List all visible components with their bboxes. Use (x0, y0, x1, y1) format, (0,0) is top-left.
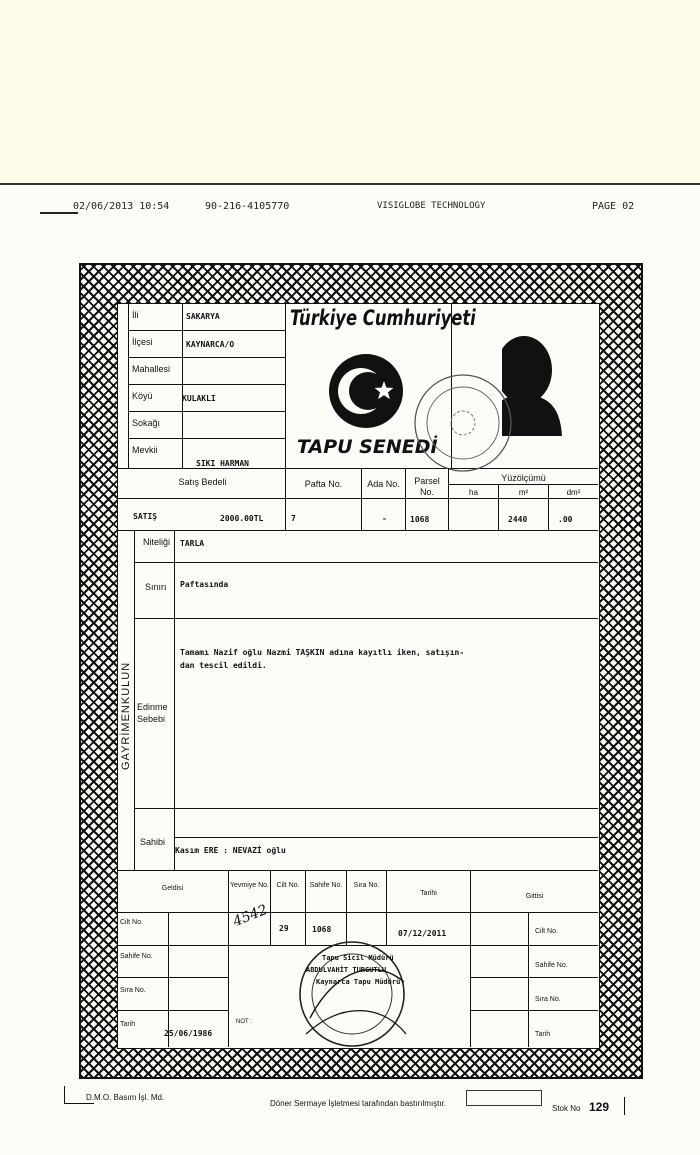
rule (117, 912, 598, 913)
yevmiye-header: Yevmiye No. (229, 882, 270, 889)
doc-title: TAPU SENEDİ (297, 436, 438, 458)
yevmiye-handwritten: 4542 (230, 901, 270, 931)
koyu-label: Köyü (132, 391, 153, 401)
fax-phone: 90-216-4105770 (205, 201, 290, 212)
right-sira-label: Sıra No. (535, 996, 561, 1003)
rule (64, 1086, 65, 1103)
fax-rule (40, 212, 78, 214)
edinme-label: Edinme (137, 702, 168, 712)
sahife-header: Sahife No. (309, 882, 343, 889)
crescent-star-emblem (328, 353, 404, 429)
dm2-value: .00 (558, 515, 573, 524)
cilt-header: Cilt No. (276, 882, 300, 889)
ili-label: İli (132, 310, 139, 320)
siniri-value: Paftasında (180, 580, 229, 589)
fax-sender: VISIGLOBE TECHNOLOGY (377, 201, 486, 211)
ilcesi-value: KAYNARCA/O (186, 340, 235, 349)
sahibi-label: Sahibi (140, 837, 166, 847)
rule (117, 945, 228, 946)
left-sahife-label: Sahife No. (120, 953, 153, 960)
stok-label: Stok No (552, 1104, 581, 1113)
rule (64, 1103, 94, 1104)
rule (117, 1010, 228, 1011)
rule (134, 530, 135, 870)
rule (117, 870, 598, 871)
bedel-value: 2000.00TL (220, 514, 264, 523)
note-label: NOT : (236, 1019, 252, 1025)
rule (134, 808, 598, 809)
rule (386, 870, 387, 945)
rule (624, 1097, 625, 1115)
edinme-text-line-1: Tamamı Nazif oğlu Nazmi TAŞKIN adına kayıtlı iken, satışın- (180, 648, 465, 657)
fax-datetime: 02/06/2013 10:54 (73, 201, 170, 212)
rule (117, 977, 228, 978)
sebebi-label: Sebebi (137, 714, 166, 724)
stok-value: 129 (589, 1100, 610, 1114)
rule (228, 870, 229, 1047)
geldisi-header: Geldisi (161, 885, 184, 892)
rule (134, 618, 598, 619)
niteligi-label: Niteliği (143, 537, 171, 547)
rule (134, 562, 598, 563)
parsel-value: 1068 (410, 515, 430, 524)
official-name: ABDULVAHİT TURGUTLU (306, 966, 387, 974)
pafta-header: Pafta No. (304, 479, 343, 489)
dm2-header: dm² (566, 488, 581, 497)
rule (128, 438, 285, 439)
left-tarih-label: Tarih (120, 1021, 136, 1028)
country-title: Türkiye Cumhuriyeti (290, 306, 476, 330)
rule (182, 303, 183, 468)
rule (448, 484, 598, 485)
ili-value: SAKARYA (186, 312, 220, 321)
rule (117, 498, 598, 499)
edinme-text-line-2: dan tescil edildi. (180, 661, 267, 670)
official-title: Tapu Sicil Müdürü (322, 954, 394, 962)
issuer-label: Döner Sermaye İşletmesi tarafından bastırılmıştır. (270, 1099, 447, 1108)
rule (128, 330, 285, 331)
sira-header: Sıra No. (353, 882, 380, 889)
niteligi-value: TARLA (180, 539, 205, 548)
right-cilt-label: Cilt No. (535, 928, 558, 935)
official-office: Kaynarca Tapu Müdürü (316, 978, 401, 986)
right-tarih-label: Tarih (535, 1031, 551, 1038)
right-sahife-label: Sahife No. (535, 962, 568, 969)
cilt-value: 29 (279, 924, 289, 933)
side-label: GAYRİMENKULUN (120, 661, 132, 770)
rule (128, 384, 285, 385)
ada-header: Ada No. (367, 479, 400, 489)
ada-value: - (382, 514, 387, 523)
tarihi-header: Tarihi (420, 890, 437, 897)
tarih-value: 07/12/2011 (398, 929, 447, 938)
sahibi-value: Kasım ERE : NEVAZİ oğlu (175, 846, 286, 855)
siniri-label: Sınırı (145, 582, 167, 592)
rule (174, 530, 175, 870)
printer-label: D.M.O. Basım İşl. Md. (86, 1093, 165, 1102)
old-tarih-value: 25/06/1986 (164, 1029, 213, 1038)
rule (128, 357, 285, 358)
rule (128, 411, 285, 412)
rule (528, 912, 529, 1047)
rule (174, 837, 598, 838)
islem-value: SATIŞ (133, 512, 158, 521)
left-sira-label: Sıra No. (120, 987, 146, 994)
stamp-box (466, 1090, 542, 1106)
gittisi-header: Gittisi (525, 893, 544, 900)
sahife-value: 1068 (312, 925, 332, 934)
m2-value: 2440 (508, 515, 528, 524)
mevkii-label: Mevkii (132, 445, 158, 455)
rule (470, 945, 598, 946)
rule (117, 530, 598, 531)
official-seal (412, 372, 514, 474)
rule (361, 468, 362, 530)
rule (285, 468, 286, 530)
pafta-value: 7 (291, 514, 296, 523)
sokagi-label: Sokağı (132, 418, 161, 428)
rule (470, 977, 598, 978)
rule (168, 912, 169, 1047)
parsel-header: Parsel No. (414, 476, 440, 497)
ilcesi-label: İlçesi (132, 337, 153, 347)
ha-header: ha (469, 488, 478, 497)
fax-page-number: PAGE 02 (592, 201, 635, 212)
koyu-value: KULAKLI (182, 394, 216, 403)
mahallesi-label: Mahallesi (132, 364, 171, 374)
mevkii-value: SIKI HARMAN (196, 459, 249, 468)
m2-header: m² (518, 488, 529, 497)
rule (470, 1010, 598, 1011)
satis-bedeli-header: Satış Bedeli (178, 477, 227, 487)
rule (128, 303, 129, 468)
rule (285, 303, 286, 468)
left-cilt-label: Cilt No. (120, 919, 143, 926)
rule (117, 468, 598, 469)
yuzolcumu-header: Yüzölçümü (501, 473, 546, 483)
